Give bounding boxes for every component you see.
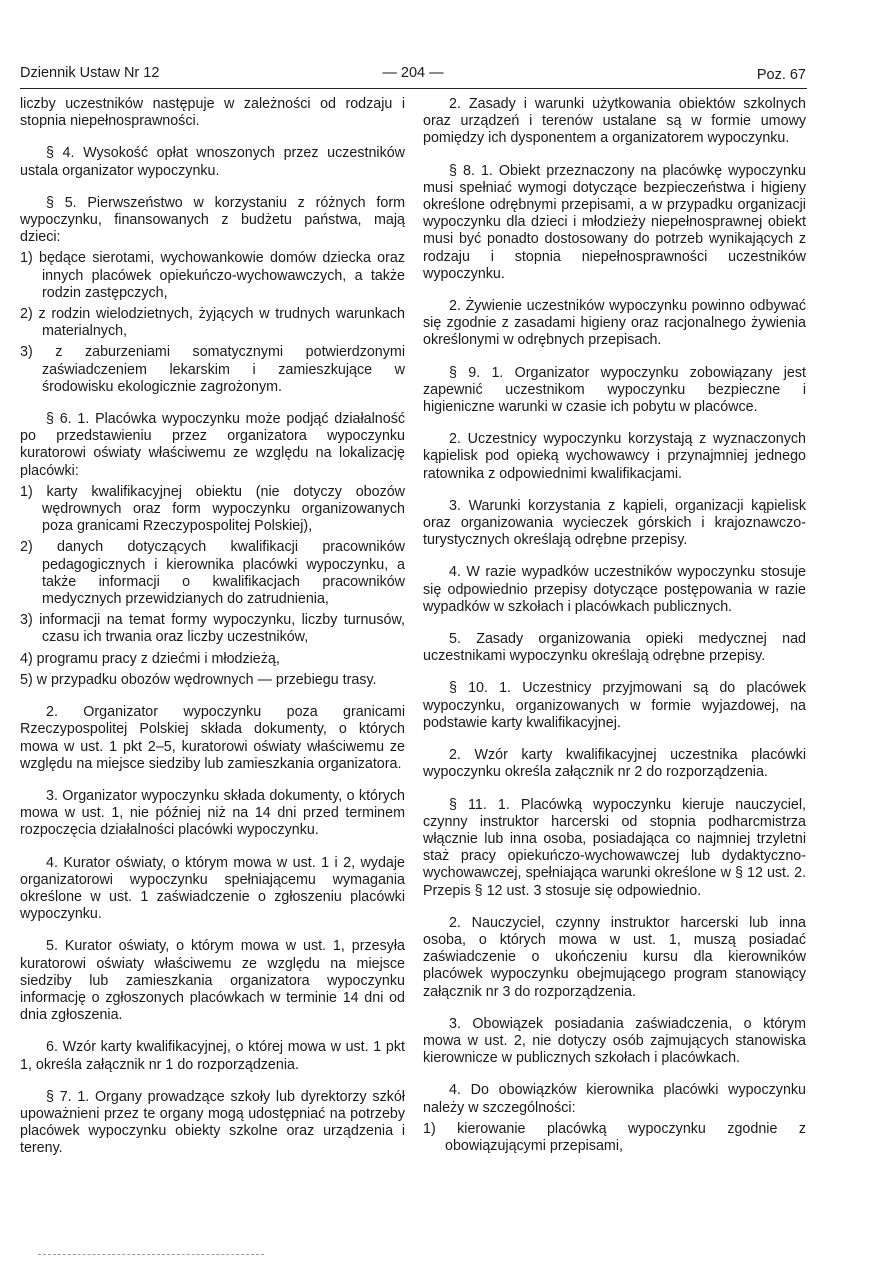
paragraph: 3. Obowiązek posiadania zaświadczenia, o którym mowa w ust. 2, nie dotyczy osób zajmujących stanowiska kierownicze w publicznych szkołach i placówkach. bbox=[423, 1015, 806, 1067]
list-item: 3) z zaburzeniami somatycznymi potwierdzonymi zaświadczeniem lekarskim i zamieszkujące w środowisku ekologicznie zagrożonym. bbox=[20, 344, 405, 395]
paragraph: 3. Warunki korzystania z kąpieli, organizacji kąpielisk oraz organizowania wycieczek górskich i krajoznawczo-turystycznych określają odrębne przepisy. bbox=[423, 497, 806, 549]
paragraph: 2. Zasady i warunki użytkowania obiektów szkolnych oraz urządzeń i terenów ustalane są w formie umowy pomiędzy ich dysponentem a organizatorem wypoczynku. bbox=[423, 96, 806, 147]
paragraph: 2. Żywienie uczestników wypoczynku powinno odbywać się zgodnie z zasadami higieny oraz racjonalnego żywienia określonymi w odrębnych przepisach. bbox=[423, 298, 806, 349]
position-number: Poz. 67 bbox=[756, 67, 806, 83]
journal-title: Dziennik Ustaw Nr 12 bbox=[20, 65, 160, 81]
paragraph: 2. Uczestnicy wypoczynku korzystają z wyznaczonych kąpielisk pod opieką wychowawcy i przynajmniej jednego ratownika z odpowiednimi kwalifikacjami. bbox=[423, 431, 806, 482]
page-header bbox=[20, 62, 806, 84]
list-item: 5) w przypadku obozów wędrownych — przebiegu trasy. bbox=[20, 671, 377, 688]
list-item: 1) karty kwalifikacyjnej obiektu (nie dotyczy obozów wędrownych oraz form wypoczynku organizowanych poza granicami Rzeczypospolitej Polskiej), bbox=[20, 483, 405, 535]
header-rule bbox=[20, 88, 807, 89]
right-column bbox=[423, 96, 806, 1155]
paragraph: 6. Wzór karty kwalifikacyjnej, o której mowa w ust. 1 pkt 1, określa załącznik nr 1 do rozporządzenia. bbox=[20, 1039, 405, 1073]
paragraph: 2. Organizator wypoczynku poza granicami Rzeczypospolitej Polskiej składa dokumenty, o których mowa w ust. 1 pkt 2–5, kuratorowi oświaty właściwemu ze względu na miejsce siedziby lub zamieszkania organizatora. bbox=[20, 704, 405, 772]
paragraph: 3. Organizator wypoczynku składa dokumenty, o których mowa w ust. 1, nie później niż na 14 dni przed terminem rozpoczęcia działalności placówki wypoczynku. bbox=[20, 787, 405, 839]
paragraph: 2. Wzór karty kwalifikacyjnej uczestnika placówki wypoczynku określa załącznik nr 2 do rozporządzenia. bbox=[423, 747, 806, 781]
paragraph: liczby uczestników następuje w zależności od rodzaju i stopnia niepełnosprawności. bbox=[20, 96, 405, 130]
paragraph-s5: § 5. Pierwszeństwo w korzystaniu z różnych form wypoczynku, finansowanych z budżetu państwa, mają dzieci: bbox=[20, 194, 405, 246]
paragraph-s11: § 11. 1. Placówką wypoczynku kieruje nauczyciel, czynny instruktor harcerski od stopnia podharcmistrza włącznie lub inna osoba, posiadająca co najmniej trzyletni staż pracy opiekuńczo-wychowawczej lub dydaktyczno-wychowawczej, spełniająca warunki określone w § 12 ust. 2. Przepis § 12 ust. 3 stosuje się odpowiednio. bbox=[423, 796, 806, 899]
paragraph-s9: § 9. 1. Organizator wypoczynku zobowiązany jest zapewnić uczestnikom wypoczynku bezpieczne i higieniczne warunki w czasie ich pobytu w placówce. bbox=[423, 364, 806, 416]
paragraph: 2. Nauczyciel, czynny instruktor harcerski lub inna osoba, o których mowa w ust. 1, muszą posiadać zaświadczenie o ukończeniu kursu dla kierowników placówek wypoczynku obejmującego program stanowiący załącznik nr 3 do rozporządzenia. bbox=[423, 914, 806, 1000]
list-item: 3) informacji na temat formy wypoczynku, liczby turnusów, czasu ich trwania oraz liczby uczestników, bbox=[20, 612, 405, 646]
paragraph: 4. Do obowiązków kierownika placówki wypoczynku należy w szczególności: bbox=[423, 1082, 806, 1116]
paragraph-s10: § 10. 1. Uczestnicy przyjmowani są do placówek wypoczynku, organizowanych w formie wyjazdowej, na podstawie karty kwalifikacyjnej. bbox=[423, 680, 806, 731]
paragraph-s4: § 4. Wysokość opłat wnoszonych przez uczestników ustala organizator wypoczynku. bbox=[20, 145, 405, 179]
paragraph: 5. Zasady organizowania opieki medycznej nad uczestnikami wypoczynku określają odrębne przepisy. bbox=[423, 631, 806, 665]
list-item: 1) będące sierotami, wychowankowie domów dziecka oraz innych placówek opiekuńczo-wychowawczych, a także rodzin zastępczych, bbox=[20, 250, 405, 301]
scan-artifact bbox=[38, 1254, 264, 1255]
list-item: 2) z rodzin wielodzietnych, żyjących w trudnych warunkach materialnych, bbox=[20, 306, 405, 340]
paragraph: 5. Kurator oświaty, o którym mowa w ust. 1, przesyła kuratorowi oświaty właściwemu ze względu na miejsce siedziby lub zamieszkania organizatora wypoczynku informację o zgłoszonych placówkach w terminie 14 dni od dnia zgłoszenia. bbox=[20, 938, 405, 1024]
list-item: 2) danych dotyczących kwalifikacji pracowników pedagogicznych i kierownika placówki wypoczynku, a także informacji o kwalifikacjach pracowników medycznych przewidzianych do zatrudnienia, bbox=[20, 539, 405, 608]
page-number: — 204 — bbox=[382, 65, 444, 81]
list-item: 1) kierowanie placówką wypoczynku zgodnie z obowiązującymi przepisami, bbox=[423, 1120, 806, 1154]
left-column bbox=[20, 96, 405, 1173]
paragraph-s8: § 8. 1. Obiekt przeznaczony na placówkę wypoczynku musi spełniać wymogi dotyczące bezpieczeństwa i higieny określone odrębnymi przepisami, a w przypadku organizacji wypoczynku dla dzieci i młodzieży niepełnosprawnej obiekt musi być ponadto dostosowany do potrzeb wynikających z rodzaju i stopnia niepełnosprawności uczestników wypoczynku. bbox=[423, 162, 806, 282]
paragraph: 4. Kurator oświaty, o którym mowa w ust. 1 i 2, wydaje organizatorowi wypoczynku spełniającemu wymagania określone w ust. 1 zaświadczenie o zgłoszeniu placówki wypoczynku. bbox=[20, 854, 405, 923]
paragraph: 4. W razie wypadków uczestników wypoczynku stosuje się odpowiednio przepisy dotyczące postępowania w razie wypadków w szkołach i placówkach publicznych. bbox=[423, 564, 806, 615]
list-item: 4) programu pracy z dziećmi i młodzieżą, bbox=[20, 650, 280, 667]
paragraph-s6: § 6. 1. Placówka wypoczynku może podjąć działalność po przedstawieniu przez organizatora wypoczynku kuratorowi oświaty właściwemu ze względu na lokalizację placówki: bbox=[20, 411, 405, 479]
paragraph-s7: § 7. 1. Organy prowadzące szkoły lub dyrektorzy szkół upoważnieni przez te organy mogą udostępniać na potrzeby placówek wypoczynku obiekty szkolne oraz urządzenia i tereny. bbox=[20, 1088, 405, 1157]
